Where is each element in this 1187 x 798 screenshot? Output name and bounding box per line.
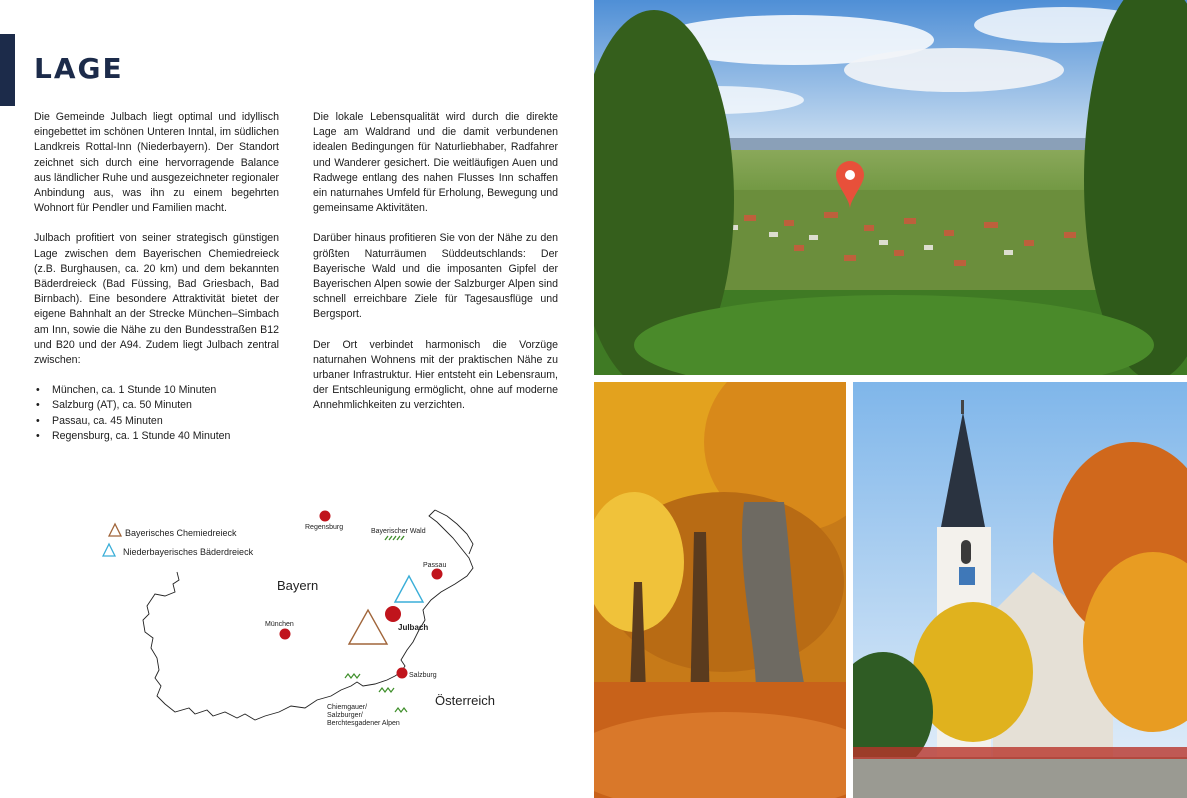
list-item: • München, ca. 1 Stunde 10 Minuten [34, 383, 279, 398]
page-title: LAGE [34, 52, 124, 85]
bayerischer-wald-label: Bayerischer Wald [371, 528, 426, 535]
mountain-icon [379, 688, 394, 692]
list-item: • Passau, ca. 45 Minuten [34, 414, 279, 429]
alpen-label-line1: Chiemgauer/ [327, 704, 368, 711]
salzburg-label: Salzburg [409, 672, 437, 679]
recreation-paragraph: Darüber hinaus profitieren Sie von der Nähe zu den größten Naturräumen Süddeutschlands: Der Bayerische Wald und die imposanten Gipfel der Bayerischen Alpen sowie der Salzburger Alpen sind schnell erreichbare Ziele für Tagesausflüge und Bergsport. [313, 232, 558, 321]
baederdreieck-legend-icon [103, 544, 115, 556]
regensburg-label: Regensburg [305, 524, 344, 531]
forest-icon [385, 536, 404, 540]
legend-baederdreieck-label: Niederbayerisches Bäderdreieck [123, 547, 254, 557]
panorama-image [594, 0, 1187, 375]
church-image [853, 382, 1187, 798]
distance-list [34, 383, 279, 444]
autumn-forest-image [594, 382, 846, 798]
bavaria-border-north [435, 510, 473, 554]
passau-label: Passau [423, 562, 447, 569]
regensburg-marker [320, 511, 331, 522]
text-column-right [313, 110, 558, 429]
lifestyle-paragraph: Der Ort verbindet harmonisch die Vorzüge naturnahen Wohnens mit der praktischen Nähe zu urbaner Infrastruktur. Hier entsteht ein Lebensraum, der Entschleunigung ermöglicht, ohne auf moderne Annehmlichkeiten zu verzichten. [313, 338, 558, 412]
muenchen-marker [280, 629, 291, 640]
julbach-marker [385, 606, 401, 622]
bavaria-border [143, 510, 473, 720]
nature-paragraph: Die lokale Lebensqualität wird durch die direkte Lage am Waldrand und die damit verbundenen idealen Bedingungen für Naturliebhaber, Radfahrer und Wanderer gesichert. Die weitläufigen Auen und Radwege entlang des nahen Flusses Inn schaffen ein naturnahes Umfeld für Erholung, Bewegung und gemeinsame Aktivitäten. [313, 111, 558, 215]
passau-marker [432, 569, 443, 580]
text-column-left [34, 110, 279, 444]
list-item: • Regensburg, ca. 1 Stunde 40 Minuten [34, 429, 279, 444]
chemiedreieck-triangle [349, 610, 387, 644]
autumn-forest-photo [594, 382, 846, 798]
church-photo [853, 382, 1187, 798]
title-accent-bar [0, 34, 15, 106]
salzburg-marker [397, 668, 408, 679]
baederdreieck-triangle [395, 576, 423, 602]
chemiedreieck-legend-icon [109, 524, 121, 536]
list-item: • Salzburg (AT), ca. 50 Minuten [34, 398, 279, 413]
legend-chemiedreieck-label: Bayerisches Chemiedreieck [125, 528, 237, 538]
map-graphic [95, 500, 515, 760]
region-oesterreich-label: Österreich [435, 693, 495, 708]
location-map [95, 500, 515, 760]
alpen-label-line3: Berchtesgadener Alpen [327, 720, 400, 727]
alpen-label-line2: Salzburger/ [327, 712, 363, 719]
intro-paragraph: Die Gemeinde Julbach liegt optimal und idyllisch eingebettet im schönen Unteren Inntal, im südlichen Landkreis Rottal-Inn (Niederbayern). Der Standort zeichnet sich durch eine hervorragende Balance aus ländlicher Ruhe und ausgezeichneter regionaler Anbindung aus, was ihn zu einem begehrten Wohnort für Pendler und Familien macht. [34, 111, 279, 215]
location-paragraph: Julbach profitiert von seiner strategisch günstigen Lage zwischen dem Bayerischen Chemiedreieck (z.B. Burghausen, ca. 20 km) und dem bekannten Bäderdreieck (Bad Füssing, Bad Griesbach, Bad Birnbach). Eine besondere Attraktivität bietet der eigene Bahnhalt an der Strecke München–Simbach am Inn, sowie die Nähe zu den Bundesstraßen B12 und B20 und der A94. Zudem liegt Julbach zentral zwischen: [34, 232, 279, 367]
mountain-icon [395, 708, 407, 712]
mountain-icon [345, 674, 360, 678]
muenchen-label: München [265, 621, 294, 628]
region-bayern-label: Bayern [277, 578, 319, 593]
julbach-label: Julbach [398, 623, 429, 632]
panorama-photo [594, 0, 1187, 375]
